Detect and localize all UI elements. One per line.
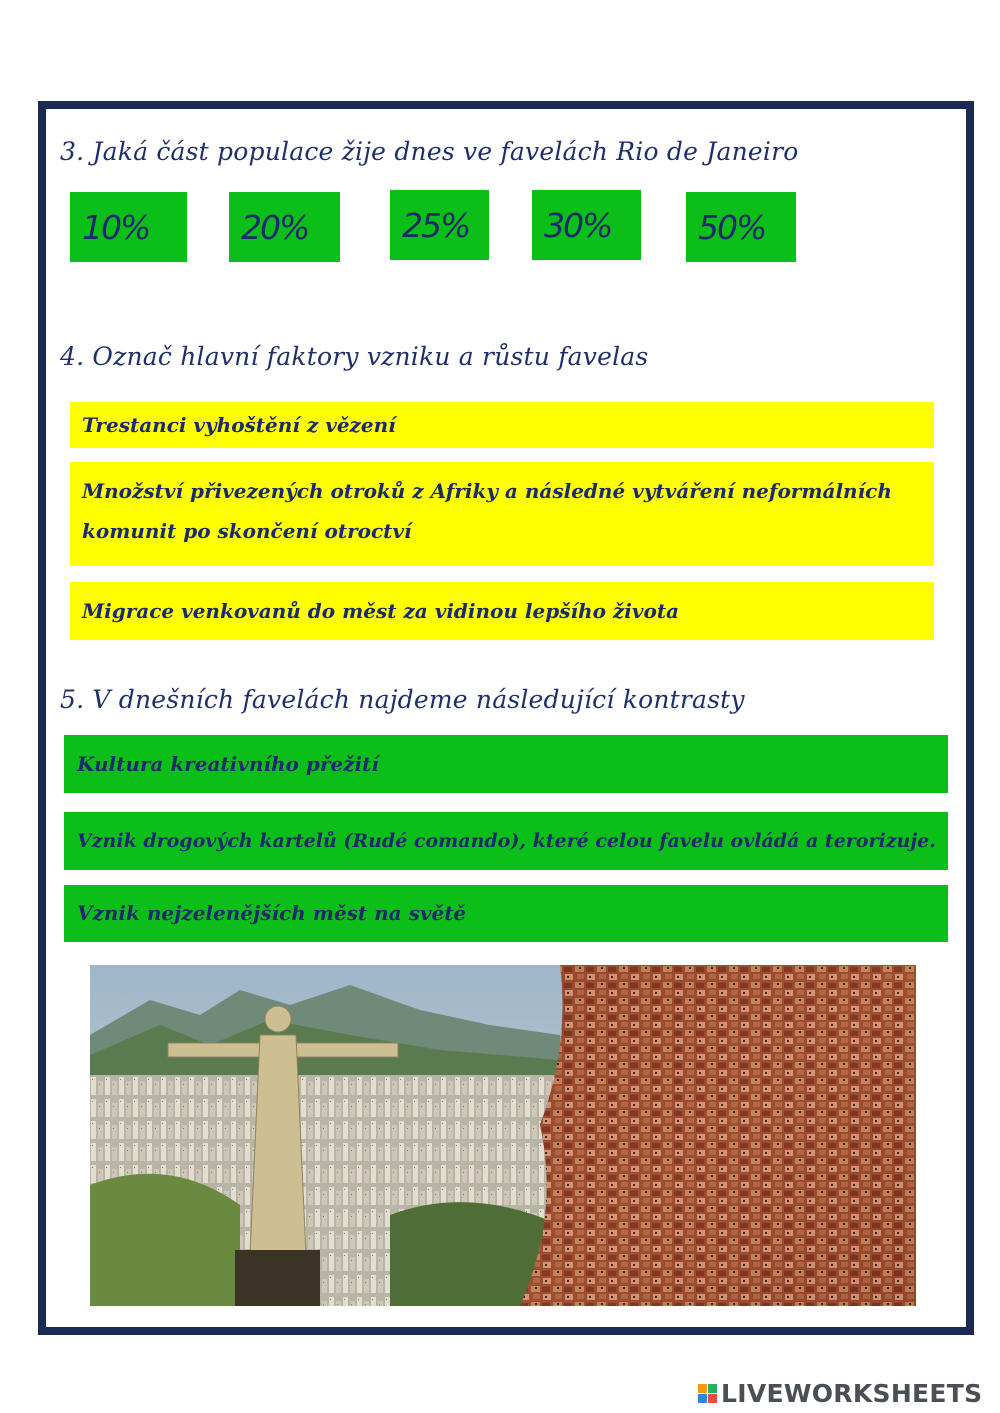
question-5-title: 5. V dnešních favelách najdeme následující kontrasty xyxy=(60,685,745,714)
answer-option-25[interactable]: 25% xyxy=(390,190,489,260)
question-4-title: 4. Označ hlavní faktory vzniku a růstu favelas xyxy=(60,342,649,371)
contrast-option-cartels[interactable] xyxy=(64,812,948,870)
contrast-option-greenest[interactable] xyxy=(64,885,948,942)
factor-option-label: Trestanci vyhoštění z vězení xyxy=(82,413,396,437)
answer-option-20[interactable]: 20% xyxy=(229,192,340,262)
contrast-option-survival[interactable] xyxy=(64,735,948,793)
factor-option-convicts[interactable] xyxy=(70,402,934,448)
question-3-title: 3. Jaká část populace žije dnes ve favelách Rio de Janeiro xyxy=(60,137,799,166)
liveworksheets-wordmark: LIVEWORKSHEETS xyxy=(721,1379,983,1408)
contrast-option-label: Vznik drogových kartelů (Rudé comando), které celou favelu ovládá a terorizuje. xyxy=(77,830,936,852)
factor-option-label-line2: komunit po skončení otroctví xyxy=(82,519,412,543)
rio-christ-and-favela-photo xyxy=(90,965,916,1306)
factor-option-slaves[interactable] xyxy=(70,462,934,566)
liveworksheets-brand xyxy=(698,1379,982,1408)
contrast-option-label: Vznik nejzelenějších měst na světě xyxy=(77,901,467,925)
factor-option-migration[interactable] xyxy=(70,582,934,640)
answer-option-30[interactable]: 30% xyxy=(532,190,641,260)
answer-option-50[interactable]: 50% xyxy=(686,192,796,262)
factor-option-label-line1: Množství přivezených otroků z Afriky a následné vytváření neformálních xyxy=(82,479,892,503)
factor-option-label: Migrace venkovanů do měst za vidinou lepšího života xyxy=(82,599,680,623)
contrast-option-label: Kultura kreativního přežití xyxy=(77,752,379,776)
answer-option-10[interactable]: 10% xyxy=(70,192,187,262)
liveworksheets-logo-icon xyxy=(698,1384,717,1403)
